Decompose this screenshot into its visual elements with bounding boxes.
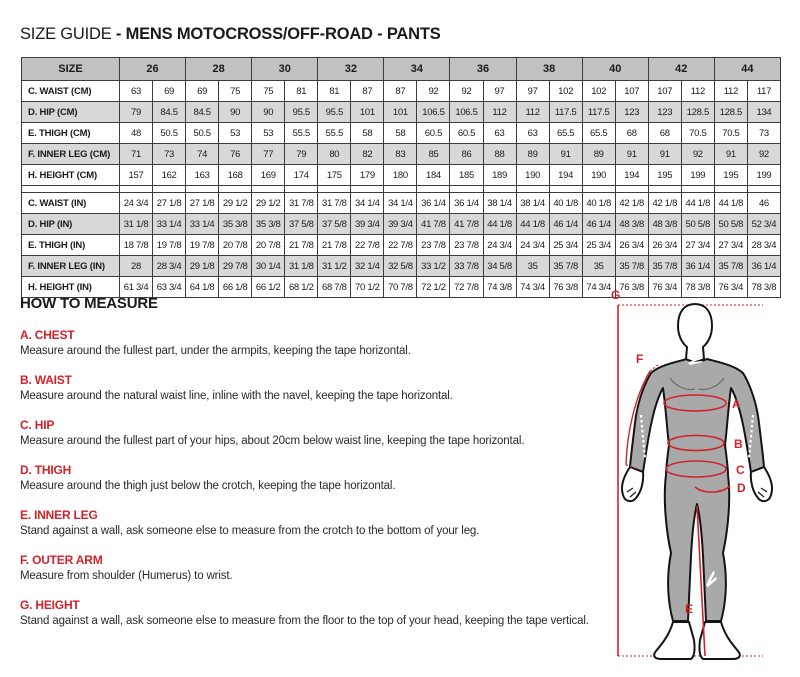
size-value-cell: 20 7/8 [219,235,252,256]
figure-label-a: A [732,397,741,411]
size-value-cell: 35 [516,256,549,277]
page-title-regular: SIZE GUIDE [20,25,112,43]
size-value-cell: 157 [120,165,153,186]
measure-section-text: Measure around the fullest part of your hips, about 20cm below waist line, keeping the tape horizontal. [20,435,525,447]
size-value-cell: 21 7/8 [318,235,351,256]
separator-cell [450,186,483,193]
separator-cell [417,186,450,193]
size-value-cell: 112 [483,102,516,123]
size-value-cell: 34 1/4 [351,193,384,214]
size-table-header-row [22,58,781,81]
size-value-cell: 27 1/8 [153,193,186,214]
size-value-cell: 106.5 [450,102,483,123]
size-value-cell: 50 5/8 [681,214,714,235]
separator-cell [219,186,252,193]
row-label: C. WAIST (CM) [22,81,120,102]
size-value-cell: 194 [549,165,582,186]
size-value-cell: 41 7/8 [450,214,483,235]
size-value-cell: 31 7/8 [318,193,351,214]
size-table-row [22,144,781,165]
size-value-cell: 107 [615,81,648,102]
size-value-cell: 40 1/8 [549,193,582,214]
size-value-cell: 79 [120,102,153,123]
size-header-label: SIZE [22,58,120,81]
size-value-cell: 29 7/8 [219,256,252,277]
size-value-cell: 20 7/8 [252,235,285,256]
size-value-cell: 41 7/8 [417,214,450,235]
size-value-cell: 88 [483,144,516,165]
size-value-cell: 76 3/8 [615,277,648,298]
size-column-header: 28 [186,58,252,81]
size-value-cell: 78 3/8 [681,277,714,298]
row-label: D. HIP (CM) [22,102,120,123]
measure-section-title: A. CHEST [20,328,75,342]
size-value-cell: 70 7/8 [384,277,417,298]
size-value-cell: 76 [219,144,252,165]
measure-section [20,509,620,539]
size-value-cell: 70.5 [714,123,747,144]
size-value-cell: 75 [219,81,252,102]
size-value-cell: 199 [747,165,780,186]
measure-section-text: Measure around the natural waist line, inline with the navel, keeping the tape horizontal. [20,390,453,402]
size-value-cell: 63 [120,81,153,102]
size-value-cell: 72 1/2 [417,277,450,298]
size-value-cell: 112 [681,81,714,102]
left-hand [622,467,643,501]
size-value-cell: 68 [615,123,648,144]
size-value-cell: 25 3/4 [549,235,582,256]
size-value-cell: 68 1/2 [285,277,318,298]
size-value-cell: 174 [285,165,318,186]
size-value-cell: 92 [681,144,714,165]
size-value-cell: 169 [252,165,285,186]
figure-label-c: C [736,463,745,477]
size-value-cell: 34 5/8 [483,256,516,277]
size-value-cell: 101 [384,102,417,123]
size-value-cell: 69 [186,81,219,102]
size-value-cell: 44 1/8 [681,193,714,214]
size-value-cell: 66 1/2 [252,277,285,298]
size-value-cell: 53 [219,123,252,144]
size-table-row [22,193,781,214]
size-value-cell: 42 1/8 [648,193,681,214]
size-value-cell: 107 [648,81,681,102]
size-value-cell: 87 [384,81,417,102]
size-value-cell: 58 [384,123,417,144]
page-title [20,25,441,44]
separator-cell [681,186,714,193]
size-value-cell: 23 7/8 [417,235,450,256]
size-value-cell: 123 [615,102,648,123]
row-label: D. HIP (IN) [22,214,120,235]
measure-section-title: C. HIP [20,418,55,432]
size-value-cell: 25 3/4 [582,235,615,256]
size-value-cell: 117.5 [549,102,582,123]
size-column-header: 38 [516,58,582,81]
separator-cell [747,186,780,193]
size-value-cell: 95.5 [285,102,318,123]
size-value-cell: 39 3/4 [351,214,384,235]
size-value-cell: 91 [648,144,681,165]
separator-cell [186,186,219,193]
size-value-cell: 79 [285,144,318,165]
size-value-cell: 29 1/2 [219,193,252,214]
size-column-header: 44 [714,58,780,81]
size-value-cell: 190 [516,165,549,186]
size-value-cell: 29 1/8 [186,256,219,277]
size-value-cell: 28 3/4 [153,256,186,277]
size-value-cell: 19 7/8 [186,235,219,256]
size-value-cell: 81 [285,81,318,102]
size-value-cell: 102 [582,81,615,102]
size-value-cell: 117.5 [582,102,615,123]
separator-cell [22,186,120,193]
size-value-cell: 92 [450,81,483,102]
size-value-cell: 31 1/2 [318,256,351,277]
size-value-cell: 180 [384,165,417,186]
size-value-cell: 112 [516,102,549,123]
size-table-row [22,256,781,277]
measure-section-text: Stand against a wall, ask someone else to measure from the crotch to the bottom of your leg. [20,525,480,537]
size-value-cell: 194 [615,165,648,186]
separator-cell [384,186,417,193]
size-value-cell: 44 1/8 [714,193,747,214]
size-value-cell: 89 [516,144,549,165]
size-value-cell: 37 5/8 [285,214,318,235]
unit-separator-row [22,186,781,193]
measure-section-text: Measure from shoulder (Humerus) to wrist. [20,570,233,582]
size-value-cell: 39 3/4 [384,214,417,235]
size-value-cell: 89 [582,144,615,165]
size-table-row [22,123,781,144]
size-value-cell: 189 [483,165,516,186]
size-value-cell: 85 [417,144,450,165]
size-value-cell: 74 3/4 [582,277,615,298]
size-value-cell: 106.5 [417,102,450,123]
size-value-cell: 22 7/8 [351,235,384,256]
size-value-cell: 50.5 [186,123,219,144]
size-value-cell: 58 [351,123,384,144]
size-value-cell: 33 1/2 [417,256,450,277]
size-value-cell: 91 [615,144,648,165]
size-value-cell: 46 [747,193,780,214]
size-value-cell: 35 7/8 [615,256,648,277]
size-value-cell: 52 3/4 [747,214,780,235]
size-value-cell: 185 [450,165,483,186]
size-table-row [22,102,781,123]
size-value-cell: 21 7/8 [285,235,318,256]
size-value-cell: 27 3/4 [714,235,747,256]
size-value-cell: 19 7/8 [153,235,186,256]
page-title-bold: - MENS MOTOCROSS/OFF-ROAD - PANTS [115,25,441,43]
size-value-cell: 31 7/8 [285,193,318,214]
figure-label-g: G [611,288,621,302]
size-value-cell: 50 5/8 [714,214,747,235]
measure-section [20,329,620,359]
size-value-cell: 35 7/8 [714,256,747,277]
measure-section-text: Stand against a wall, ask someone else to measure from the floor to the top of your head, keeping the tape vertical. [20,615,589,627]
separator-cell [285,186,318,193]
size-value-cell: 29 1/2 [252,193,285,214]
size-value-cell: 74 3/4 [516,277,549,298]
figure-label-f: F [636,352,644,366]
measure-section-title: E. INNER LEG [20,508,98,522]
size-value-cell: 83 [384,144,417,165]
size-value-cell: 134 [747,102,780,123]
measurement-figure [600,285,800,677]
size-column-header: 34 [384,58,450,81]
measure-section-title: G. HEIGHT [20,598,80,612]
size-value-cell: 36 1/4 [417,193,450,214]
size-value-cell: 22 7/8 [384,235,417,256]
size-value-cell: 74 [186,144,219,165]
size-value-cell: 18 7/8 [120,235,153,256]
size-value-cell: 90 [219,102,252,123]
size-value-cell: 84.5 [186,102,219,123]
separator-cell [483,186,516,193]
size-value-cell: 36 1/4 [681,256,714,277]
size-value-cell: 128.5 [714,102,747,123]
size-value-cell: 35 3/8 [252,214,285,235]
measure-section-title: D. THIGH [20,463,72,477]
size-value-cell: 27 1/8 [186,193,219,214]
size-value-cell: 199 [681,165,714,186]
size-value-cell: 90 [252,102,285,123]
size-value-cell: 195 [648,165,681,186]
size-value-cell: 35 7/8 [648,256,681,277]
separator-cell [714,186,747,193]
size-value-cell: 26 3/4 [648,235,681,256]
size-value-cell: 50.5 [153,123,186,144]
size-value-cell: 92 [747,144,780,165]
size-value-cell: 65.5 [549,123,582,144]
measure-section-title: F. OUTER ARM [20,553,103,567]
row-label: F. INNER LEG (IN) [22,256,120,277]
size-value-cell: 117 [747,81,780,102]
measure-section-text: Measure around the thigh just below the crotch, keeping the tape horizontal. [20,480,396,492]
size-column-header: 36 [450,58,516,81]
size-value-cell: 68 [648,123,681,144]
size-table-row [22,165,781,186]
size-value-cell: 184 [417,165,450,186]
size-value-cell: 35 3/8 [219,214,252,235]
size-value-cell: 91 [549,144,582,165]
measure-section-text: Measure around the fullest part, under the armpits, keeping the tape horizontal. [20,345,411,357]
size-value-cell: 60.5 [450,123,483,144]
size-value-cell: 24 3/4 [483,235,516,256]
row-label: H. HEIGHT (CM) [22,165,120,186]
size-table-row [22,81,781,102]
size-value-cell: 35 7/8 [549,256,582,277]
size-value-cell: 163 [186,165,219,186]
size-value-cell: 23 7/8 [450,235,483,256]
size-value-cell: 78 3/8 [747,277,780,298]
size-value-cell: 46 1/4 [582,214,615,235]
how-to-measure-section [20,296,620,644]
size-value-cell: 48 3/8 [615,214,648,235]
size-column-header: 42 [648,58,714,81]
size-value-cell: 40 1/8 [582,193,615,214]
separator-cell [582,186,615,193]
size-column-header: 30 [252,58,318,81]
size-value-cell: 74 3/8 [483,277,516,298]
size-value-cell: 48 [120,123,153,144]
size-value-cell: 101 [351,102,384,123]
size-value-cell: 123 [648,102,681,123]
separator-cell [549,186,582,193]
size-value-cell: 72 7/8 [450,277,483,298]
measure-section-title: B. WAIST [20,373,72,387]
size-value-cell: 73 [747,123,780,144]
size-value-cell: 162 [153,165,186,186]
size-value-cell: 75 [252,81,285,102]
size-value-cell: 37 5/8 [318,214,351,235]
size-value-cell: 175 [318,165,351,186]
size-column-header: 40 [582,58,648,81]
row-label: C. WAIST (IN) [22,193,120,214]
separator-cell [252,186,285,193]
size-value-cell: 195 [714,165,747,186]
size-value-cell: 53 [252,123,285,144]
size-value-cell: 36 1/4 [450,193,483,214]
size-column-header: 32 [318,58,384,81]
measure-section [20,419,620,449]
size-value-cell: 48 3/8 [648,214,681,235]
size-table-row [22,214,781,235]
size-value-cell: 86 [450,144,483,165]
size-value-cell: 97 [483,81,516,102]
size-value-cell: 31 1/8 [120,214,153,235]
size-value-cell: 28 3/4 [747,235,780,256]
size-value-cell: 77 [252,144,285,165]
size-value-cell: 60.5 [417,123,450,144]
separator-cell [351,186,384,193]
size-value-cell: 168 [219,165,252,186]
row-label: E. THIGH (CM) [22,123,120,144]
size-value-cell: 46 1/4 [549,214,582,235]
size-value-cell: 61 3/4 [120,277,153,298]
size-value-cell: 128.5 [681,102,714,123]
size-value-cell: 81 [318,81,351,102]
size-value-cell: 31 1/8 [285,256,318,277]
size-table-row [22,235,781,256]
size-value-cell: 44 1/8 [483,214,516,235]
size-value-cell: 24 3/4 [516,235,549,256]
size-value-cell: 76 3/8 [549,277,582,298]
size-value-cell: 91 [714,144,747,165]
separator-cell [615,186,648,193]
size-value-cell: 73 [153,144,186,165]
left-foot [654,622,694,659]
right-hand [751,467,772,501]
size-value-cell: 38 1/4 [516,193,549,214]
row-label: F. INNER LEG (CM) [22,144,120,165]
size-value-cell: 32 1/4 [351,256,384,277]
size-value-cell: 63 [483,123,516,144]
size-value-cell: 42 1/8 [615,193,648,214]
size-value-cell: 69 [153,81,186,102]
size-value-cell: 36 1/4 [747,256,780,277]
size-value-cell: 63 [516,123,549,144]
size-value-cell: 28 [120,256,153,277]
measure-section [20,464,620,494]
figure-label-e: E [685,602,694,616]
size-value-cell: 64 1/8 [186,277,219,298]
size-column-header: 26 [120,58,186,81]
size-value-cell: 76 3/4 [714,277,747,298]
row-label: E. THIGH (IN) [22,235,120,256]
size-value-cell: 80 [318,144,351,165]
measure-section [20,374,620,404]
separator-cell [153,186,186,193]
size-value-cell: 190 [582,165,615,186]
size-value-cell: 71 [120,144,153,165]
size-value-cell: 66 1/8 [219,277,252,298]
separator-cell [648,186,681,193]
row-label: H. HEIGHT (IN) [22,277,120,298]
measure-section [20,599,620,629]
size-value-cell: 38 1/4 [483,193,516,214]
size-value-cell: 26 3/4 [615,235,648,256]
size-value-cell: 32 5/8 [384,256,417,277]
size-value-cell: 33 7/8 [450,256,483,277]
size-value-cell: 70 1/2 [351,277,384,298]
size-value-cell: 76 3/4 [648,277,681,298]
size-value-cell: 24 3/4 [120,193,153,214]
size-value-cell: 27 3/4 [681,235,714,256]
size-value-cell: 179 [351,165,384,186]
size-value-cell: 65.5 [582,123,615,144]
size-value-cell: 95.5 [318,102,351,123]
measure-section [20,554,620,584]
size-value-cell: 34 1/4 [384,193,417,214]
size-value-cell: 112 [714,81,747,102]
size-value-cell: 33 1/4 [153,214,186,235]
size-value-cell: 97 [516,81,549,102]
separator-cell [120,186,153,193]
separator-cell [318,186,351,193]
size-value-cell: 70.5 [681,123,714,144]
size-value-cell: 82 [351,144,384,165]
head [678,304,712,362]
size-value-cell: 87 [351,81,384,102]
size-value-cell: 55.5 [318,123,351,144]
size-value-cell: 63 3/4 [153,277,186,298]
size-value-cell: 35 [582,256,615,277]
size-value-cell: 55.5 [285,123,318,144]
figure-label-b: B [734,437,743,451]
how-to-measure-heading: HOW TO MEASURE [20,295,158,312]
size-table [21,57,781,298]
size-value-cell: 92 [417,81,450,102]
size-value-cell: 30 1/4 [252,256,285,277]
size-value-cell: 102 [549,81,582,102]
separator-cell [516,186,549,193]
size-value-cell: 44 1/8 [516,214,549,235]
size-value-cell: 68 7/8 [318,277,351,298]
figure-label-d: D [737,481,746,495]
size-value-cell: 84.5 [153,102,186,123]
size-value-cell: 33 1/4 [186,214,219,235]
